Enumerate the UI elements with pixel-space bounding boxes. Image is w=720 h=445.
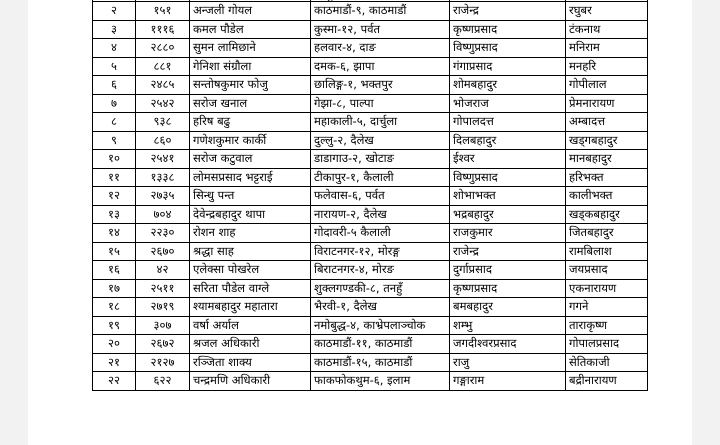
cell-address: कुस्मा-१२, पर्वत [311,20,450,39]
cell-address: नमोबुद्ध-४, काभ्रेपलाञ्चोक [311,316,450,335]
cell-sn: ३ [93,20,136,39]
cell-grandfather: मनहरि [566,57,648,76]
cell-name: गेनिशा संग्रौला [190,57,311,76]
cell-id: २५४२ [136,94,190,113]
cell-address: बिराटनगर-४, मोरङ [311,261,450,280]
cell-id: २५११ [136,279,190,298]
cell-address: काठमाडौं-१५, काठमाडौं [311,353,450,372]
table-row [93,205,648,224]
cell-father: गंगाप्रसाद [450,57,566,76]
cell-id: ८६० [136,131,190,150]
table-row [93,94,648,113]
cell-grandfather: प्रेमनारायण [566,94,648,113]
cell-sn: २१ [93,353,136,372]
cell-address: हलवार-४, दाङ [311,39,450,58]
cell-sn: ४ [93,39,136,58]
cell-father: भोजराज [450,94,566,113]
cell-sn: १३ [93,205,136,224]
cell-sn: १९ [93,316,136,335]
table-row [93,57,648,76]
cell-address: फलेवास-६, पर्वत [311,187,450,206]
cell-sn: १५ [93,242,136,261]
cell-name: सुमन लामिछाने [190,39,311,58]
cell-name: अन्जली गोयल [190,2,311,21]
table-row [93,242,648,261]
cell-sn: ८ [93,113,136,132]
cell-sn: ७ [93,94,136,113]
cell-grandfather: टंकनाथ [566,20,648,39]
cell-sn: १८ [93,298,136,317]
table-row [93,39,648,58]
cell-sn: २ [93,2,136,21]
cell-sn: ६ [93,76,136,95]
cell-id: २७३५ [136,187,190,206]
cell-sn: ५ [93,57,136,76]
cell-address: काठमाडौं-९, काठमाडौं [311,2,450,21]
cell-name: चन्द्रमणि अधिकारी [190,372,311,391]
table-row [93,131,648,150]
cell-grandfather: खड्गबहादुर [566,131,648,150]
cell-address: विराटनगर-१२, मोरङ्ग [311,242,450,261]
cell-father: राजेन्द्र [450,2,566,21]
cell-address: शुक्लगण्डकी-८, तनहुँ [311,279,450,298]
table-row [93,335,648,354]
cell-sn: १० [93,150,136,169]
cell-father: ईश्वर [450,150,566,169]
cell-grandfather: हरिभक्त [566,168,648,187]
cell-sn: १६ [93,261,136,280]
table-row [93,76,648,95]
cell-sn: १२ [93,187,136,206]
cell-sn: १४ [93,224,136,243]
cell-name: सिन्धु पन्त [190,187,311,206]
cell-grandfather: ताराकृष्ण [566,316,648,335]
cell-father: दुर्गाप्रसाद [450,261,566,280]
cell-id: २६७० [136,242,190,261]
cell-father: राजेन्द्र [450,242,566,261]
cell-address: दुल्लु-२, दैलेख [311,131,450,150]
document-page [28,0,692,445]
cell-address: गोदावरी-५ कैलाली [311,224,450,243]
cell-grandfather: कालीभक्त [566,187,648,206]
cell-address: फाकफोकथुम-६, इलाम [311,372,450,391]
cell-name: लोमसप्रसाद भट्टराई [190,168,311,187]
cell-id: ७०४ [136,205,190,224]
cell-name: सरिता पौडेल वाग्ले [190,279,311,298]
cell-name: एलेक्सा पोखरेल [190,261,311,280]
cell-name: सरोज खनाल [190,94,311,113]
cell-id: ४२ [136,261,190,280]
cell-father: राजु [450,353,566,372]
cell-id: ३०७ [136,316,190,335]
cell-name: सरोज कटुवाल [190,150,311,169]
cell-sn: १७ [93,279,136,298]
cell-grandfather: जितबहादुर [566,224,648,243]
cell-grandfather: रघुबर [566,2,648,21]
table-row [93,298,648,317]
cell-father: शोमबहादुर [450,76,566,95]
table-row [93,316,648,335]
cell-id: २६७२ [136,335,190,354]
cell-name: वर्षा अर्याल [190,316,311,335]
cell-name: श्रद्धा साह [190,242,311,261]
cell-id: १३३८ [136,168,190,187]
table-row [93,261,648,280]
cell-sn: ११ [93,168,136,187]
cell-name: श्रजल अधिकारी [190,335,311,354]
cell-address: काठमाडौं-११, काठमाडौं [311,335,450,354]
cell-id: २२३० [136,224,190,243]
cell-grandfather: मनिराम [566,39,648,58]
cell-father: जगदीश्वरप्रसाद [450,335,566,354]
table-row [93,150,648,169]
cell-grandfather: जयप्रसाद [566,261,648,280]
cell-id: १५१ [136,2,190,21]
cell-address: भैरवी-१, दैलेख [311,298,450,317]
cell-name: हरिष बढु [190,113,311,132]
cell-grandfather: गोपालप्रसाद [566,335,648,354]
cell-father: शोभाभक्त [450,187,566,206]
cell-id: १११६ [136,20,190,39]
table-row [93,224,648,243]
cell-id: ९३८ [136,113,190,132]
cell-grandfather: सेतिकाजी [566,353,648,372]
cell-grandfather: गोपीलाल [566,76,648,95]
cell-id: ८८१ [136,57,190,76]
cell-grandfather: खड्कबहादुर [566,205,648,224]
cell-father: कृष्णप्रसाद [450,20,566,39]
cell-address: गेझा-८, पाल्पा [311,94,450,113]
cell-name: देवेन्द्रबहादुर थापा [190,205,311,224]
cell-father: विष्णुप्रसाद [450,39,566,58]
cell-id: २४८५ [136,76,190,95]
cell-address: नारायण-२, दैलेख [311,205,450,224]
cell-address: दमक-६, झापा [311,57,450,76]
cell-name: श्यामबहादुर महातारा [190,298,311,317]
cell-sn: २२ [93,372,136,391]
cell-name: कमल पौडेल [190,20,311,39]
cell-grandfather: बद्रीनारायण [566,372,648,391]
table-row [93,372,648,391]
cell-father: गोपालदत्त [450,113,566,132]
cell-father: गङ्गाराम [450,372,566,391]
cell-father: शम्भु [450,316,566,335]
cell-name: रोशन शाह [190,224,311,243]
cell-id: २८८० [136,39,190,58]
cell-father: भद्रबहादुर [450,205,566,224]
table-row [93,187,648,206]
cell-id: २५४१ [136,150,190,169]
cell-grandfather: रामबिलाश [566,242,648,261]
table-row [93,113,648,132]
cell-name: रञ्जिता शाक्य [190,353,311,372]
table-row [93,2,648,21]
cell-grandfather: गगने [566,298,648,317]
cell-grandfather: अम्बादत्त [566,113,648,132]
table-row [93,168,648,187]
table-row [93,20,648,39]
cell-father: बमबहादुर [450,298,566,317]
cell-father: दिलबहादुर [450,131,566,150]
cell-father: कृष्णप्रसाद [450,279,566,298]
cell-sn: ९ [93,131,136,150]
cell-grandfather: मानबहादुर [566,150,648,169]
cell-address: टीकापुर-१, कैलाली [311,168,450,187]
table-row [93,279,648,298]
cell-id: २७१९ [136,298,190,317]
records-table [92,0,648,391]
cell-address: छालिङ्ग-१, भक्तपुर [311,76,450,95]
cell-address: महाकाली-५, दार्चुला [311,113,450,132]
cell-address: डाडागाउ-२, खोटाङ [311,150,450,169]
table-row [93,353,648,372]
cell-name: सन्तोषकुमार फोजु [190,76,311,95]
cell-sn: २० [93,335,136,354]
cell-id: ६२२ [136,372,190,391]
cell-id: २१२७ [136,353,190,372]
cell-name: गणेशकुमार कार्की [190,131,311,150]
cell-father: राजकुमार [450,224,566,243]
cell-father: विष्णुप्रसाद [450,168,566,187]
cell-grandfather: एकनारायण [566,279,648,298]
